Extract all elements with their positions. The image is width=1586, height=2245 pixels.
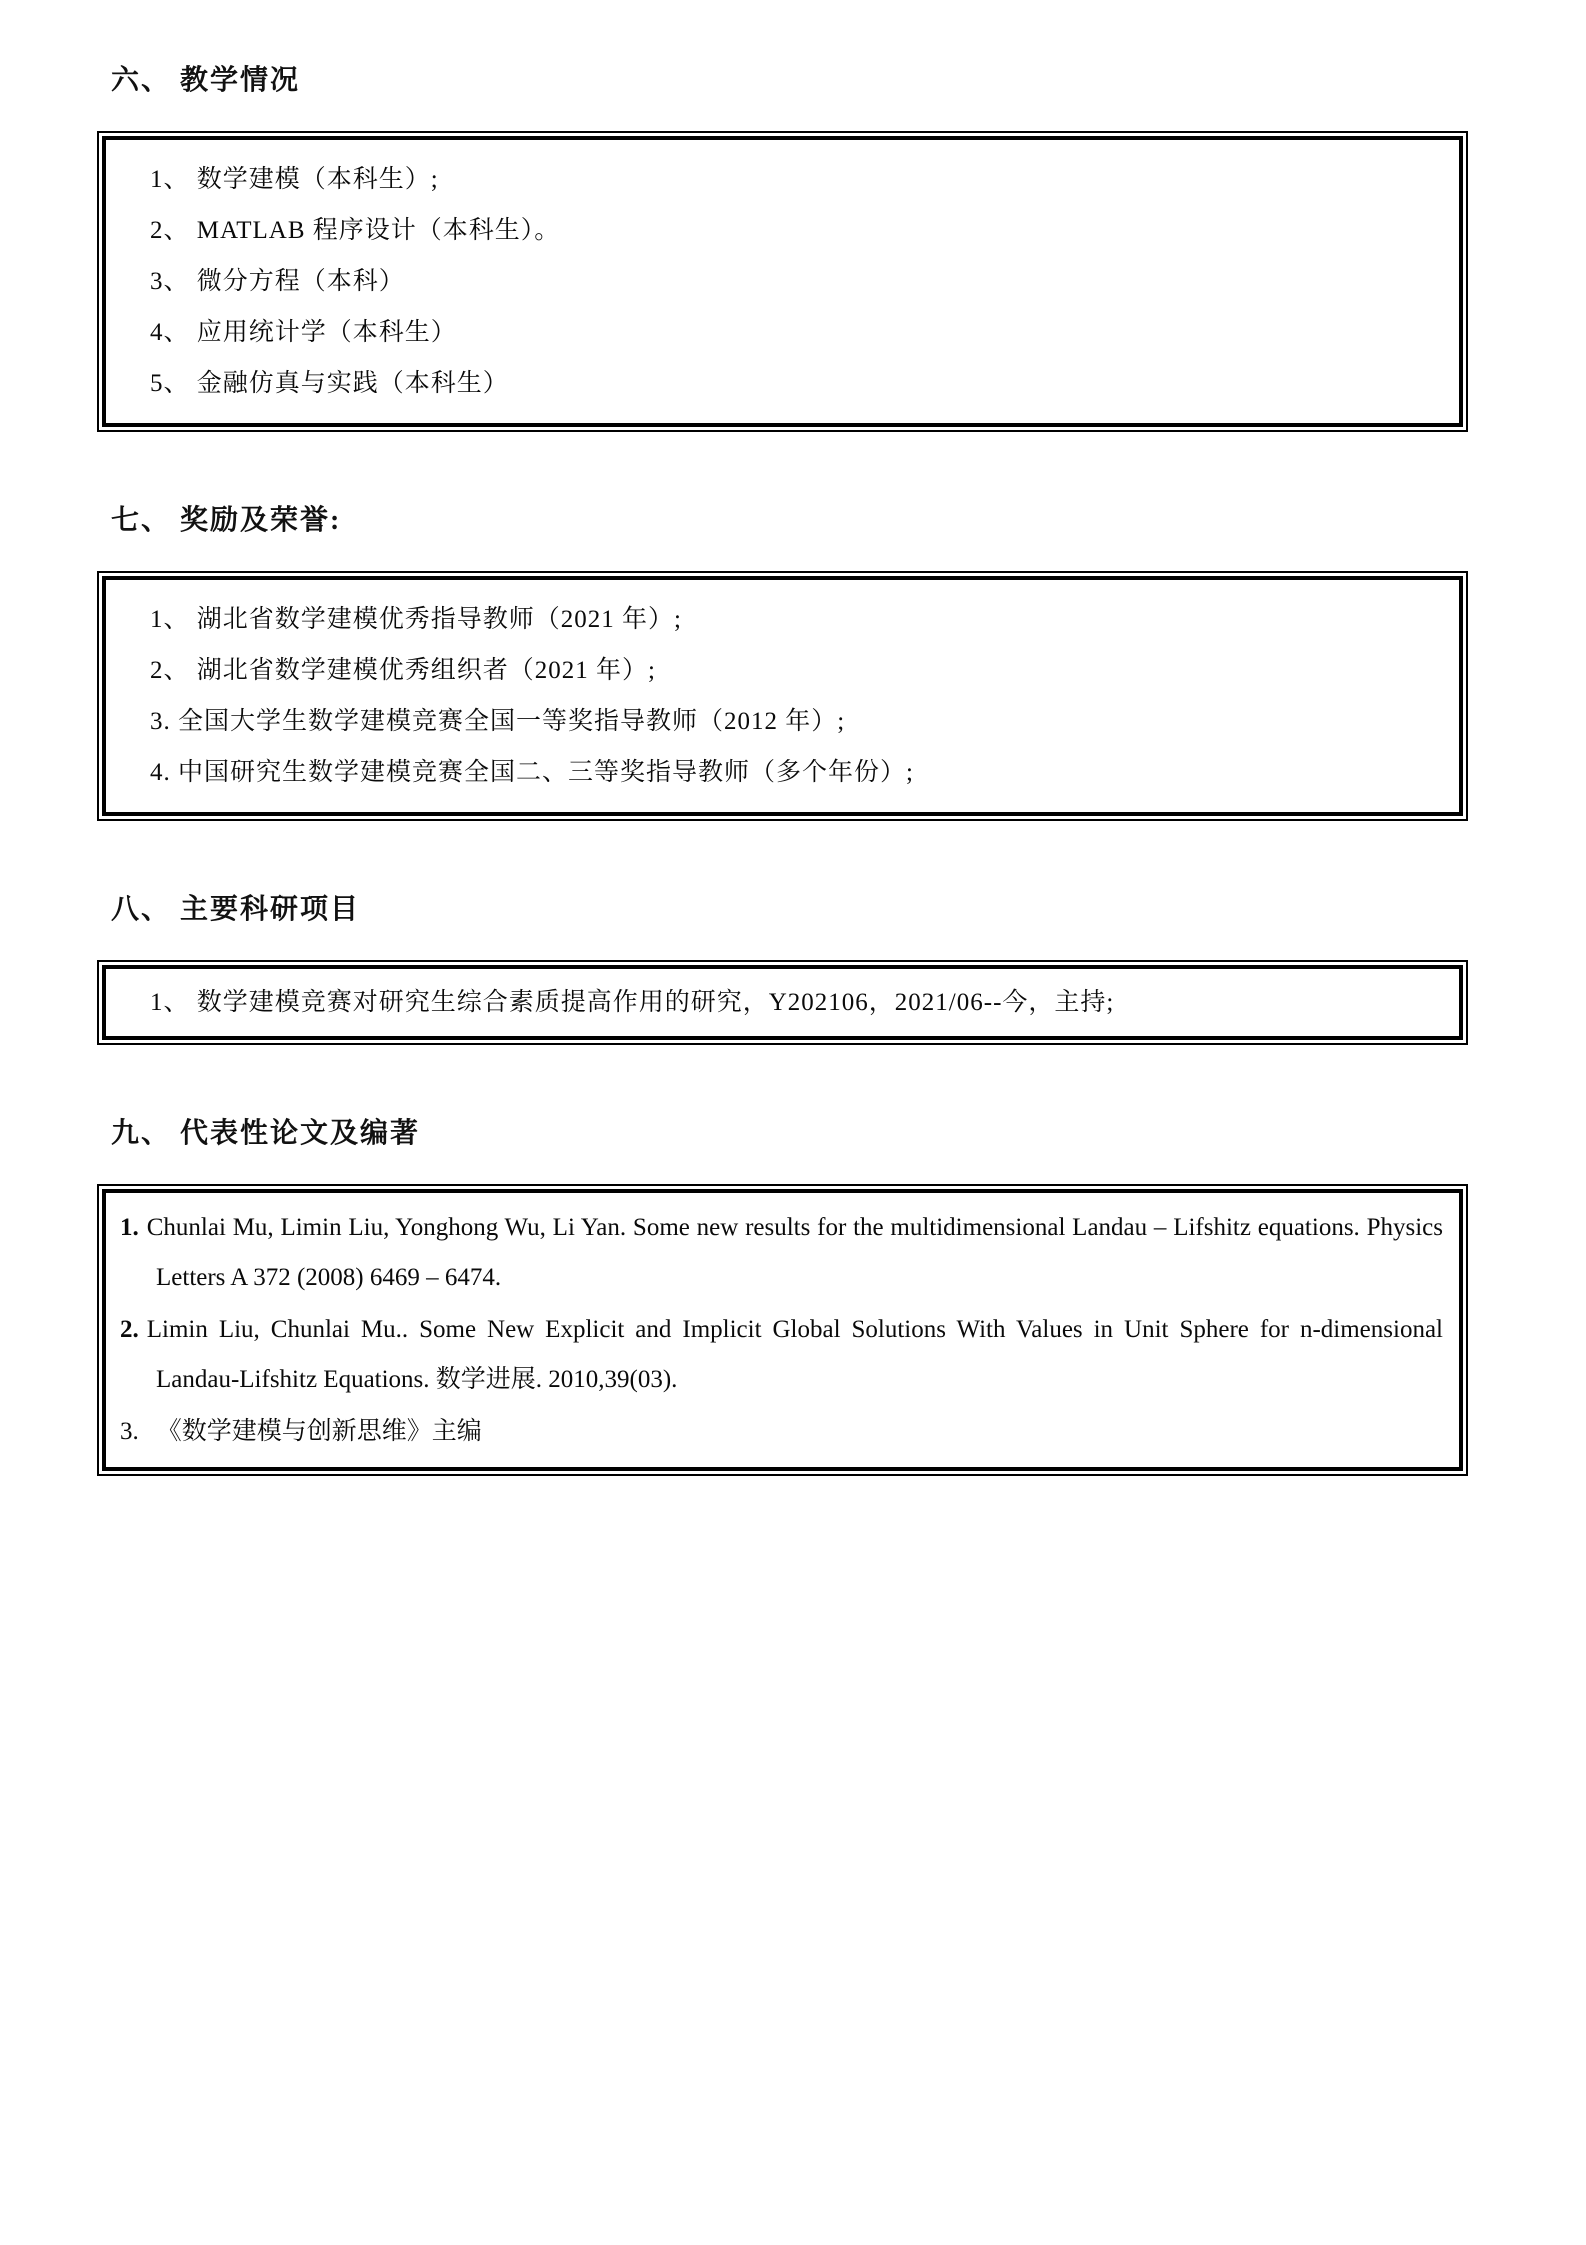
publications-box [97, 1184, 1468, 1476]
publication-1-text: Chunlai Mu, Limin Liu, Yonghong Wu, Li Yan. Some new results for the multidimensional Landau – Lifshitz equations. Physics Letters A 372 (2008) 6469 – 6474. [146, 1214, 1443, 1291]
teaching-box [97, 131, 1468, 432]
publication-item-2 [120, 1305, 1443, 1405]
section-teaching-heading: 六、 教学情况 [111, 65, 301, 96]
publication-item-3 [120, 1407, 1443, 1457]
teaching-item-3: 3、 微分方程（本科） [150, 268, 405, 295]
publication-3-text: 《数学建模与创新思维》主编 [156, 1418, 482, 1445]
section-projects-heading: 八、 主要科研项目 [111, 894, 361, 925]
section-awards [97, 498, 1468, 821]
teaching-item-5: 5、 金融仿真与实践（本科生） [150, 370, 509, 397]
publication-3-number: 3. [120, 1418, 139, 1445]
section-teaching [97, 58, 1468, 432]
section-projects [97, 887, 1468, 1045]
section-publications-heading: 九、 代表性论文及编著 [111, 1118, 421, 1149]
projects-box [97, 960, 1468, 1045]
publication-2-text: Limin Liu, Chunlai Mu.. Some New Explicit and Implicit Global Solutions With Values in Unit Sphere for n-dimensional Landau-Lifshitz Equations. 数学进展. 2010,39(03). [146, 1316, 1443, 1393]
teaching-item-1: 1、 数学建模（本科生）; [150, 166, 439, 193]
awards-item-2: 2、 湖北省数学建模优秀组织者（2021 年）; [150, 657, 656, 684]
publication-2-number: 2. [120, 1316, 139, 1343]
section-publications [97, 1111, 1468, 1476]
awards-item-1: 1、 湖北省数学建模优秀指导教师（2021 年）; [150, 606, 682, 633]
awards-item-4: 4. 中国研究生数学建模竞赛全国二、三等奖指导教师（多个年份）; [150, 759, 914, 786]
publication-1-number: 1. [120, 1214, 139, 1241]
section-awards-heading: 七、 奖励及荣誉: [111, 505, 342, 536]
publication-item-1 [120, 1203, 1443, 1303]
project-item-1: 1、 数学建模竞赛对研究生综合素质提高作用的研究，Y202106，2021/06--今，主持; [150, 989, 1115, 1016]
teaching-item-4: 4、 应用统计学（本科生） [150, 319, 457, 346]
awards-box [97, 571, 1468, 821]
awards-item-3: 3. 全国大学生数学建模竞赛全国一等奖指导教师（2012 年）; [150, 708, 846, 735]
teaching-item-2: 2、 MATLAB 程序设计（本科生）。 [150, 217, 561, 244]
